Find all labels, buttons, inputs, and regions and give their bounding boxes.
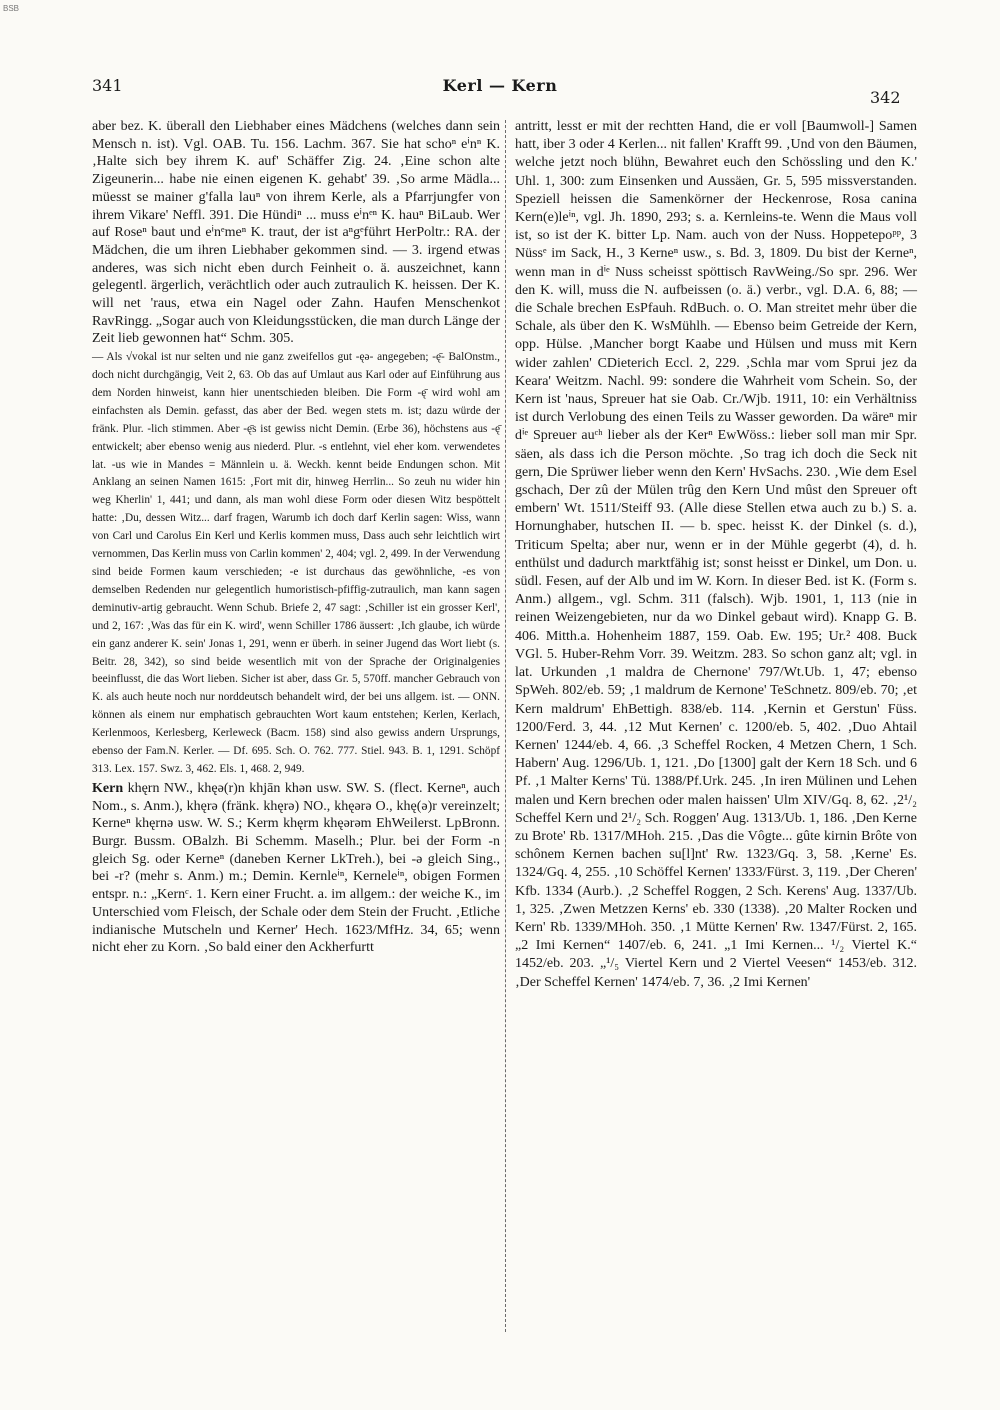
entry-kern <box>92 780 500 957</box>
left-column <box>92 118 500 957</box>
running-head: Kerl — Kern <box>442 76 558 95</box>
page-number-left: 341 <box>92 76 123 95</box>
definition-paragraph: aber bez. K. überall den Liebhaber eines Mädchens (welches dann sein Mensch n. ist). Vgl. OAB. Tu. 156. Lachm. 367. Sie hat schoⁿ eⁱnⁿ K. ‚Halte sich bey ihrem K. auf' Schäffer Zig. 24. ‚Eine schon alte Zigeunerin... habe nie einen eigenen K. gehabt' 39. ‚So arme Mädla... müesst se mainer g'falla lauⁿ von ihrem Kerle, als a Pfarrjungfer von ihrem Vikare' Neffl. 391. Die Hündiⁿ ... muss eⁱnᵉⁿ K. hauⁿ BiLaub. Wer auf Roseⁿ baut und eⁱnᵉmeⁿ K. traut, der ist aⁿgᵉführt HerPoltr.: RA. der Mädchen, die um ihren Liebhaber gekommen sind. — 3. irgend etwas anderes, was sich nicht eben durch Feinheit o. ä. auszeichnet, kann gelegentl. ärgerlich, verächtlich oder auch zutraulich K. heissen. Der K. will net 'raus, etwa ein Nagel oder Zahn. Haufen Menschenkot RavRingg. „Sogar auch von Kleidungsstücken, die man durch Länge der Zeit lieb gewonnen hat“ Schm. 305. <box>92 119 500 347</box>
etymology-note: — Als √vokal ist nur selten und nie ganz zweifellos gut -ęə- angegeben; -ę̄- BalOnstm., doch nicht durchgängig, Veit 2, 63. Ob das auf Umlaut aus Karl oder auf Einführung aus dem Norden hinweist, kann hier unentschieden bleiben. Die Form -ę̄ wird wohl am einfachsten als Demin. gefasst, das aber der Bed. wegen stets m. ist; dazu würde der fränk. Plur. -lich stimmen. Aber -ę̄s ist gewiss nicht Demin. (Erbe 36), höchstens aus -ę̄ entwickelt; aber ebenso wenig aus niederd. Plur. -s entlehnt, viel eher kom. verwendetes lat. -us wie in Mandes = Männlein u. ä. Weckh. kennt beide Endungen schon. Mit Anklang an seinen Namen 1615: ‚Fort mit dir, hinweg Herrlin... So zeuh nu wider hin weg Kherlin' 1, 441; und dann, als man wohl diese Form oder diesen Witz bespöttelt hatte: ‚Du, dessen Witz... darf fragen, Warumb ich doch darf Kerlin sagen: Wiss, wann von Carl und Carolus Ein Kerl und Kerlis kommen muss, Dass auch sehr leichtlich wirt vernommen, Das Kerlin muss von Carlin kommen' 2, 404; vgl. 2, 499. In der Verwendung sind beide Formen kaum verschieden; -e ist durchaus das gewöhnliche, -es von demselben Redenden nur gelegentlich humoristisch-pfiffig-zutraulich, man kann sagen deminutiv-artig gebraucht. Wenn Schub. Briefe 2, 47 sagt: ‚Schiller ist ein grosser Kerl', und 2, 167: ‚Was das für ein K. wird', wenn Schiller 1786 äussert: ‚Ich glaube, ich würde ein ganz anderer K. sein' Jonas 1, 291, wenn er überh. in seiner Jugend das Wort liebt (s. Beitr. 28, 342), so sind beide wesentlich mit von der Sprache der Originalgenies beeinflusst, die das Wort lieben. Sicher ist aber, dass Gr. 5, 570ff. mancher Gebrauch von K. als auch heute noch nur norddeutsch behandelt wird, der bei uns allgem. ist. — ONN. können als einem nur emphatisch gebrauchten Wort kaum entstehen; Kerlen, Kerlach, Kerlenmoos, Kerlesberg, Kerleweck (Bacm. 158) sind also gewiss andern Ursprungs, ebenso der Fam.N. Kerler. — Df. 695. Sch. O. 762. 777. Stiel. 943. B. 1, 1291. Schöpf 313. Lex. 157. Swz. 3, 462. Els. 1, 468. 2, 949. <box>92 351 500 775</box>
library-mark: BSB <box>3 4 20 13</box>
headword: Kern <box>92 780 124 796</box>
entry-body: khęrn NW., khęə(r)n khjān khən usw. SW. S. (flect. Kerneⁿ, auch Nom., s. Anm.), khęrə (fränk. khęrə) NO., khęərə O., khę(ə)r vereinzelt; Kerneⁿ khęrnə usw. W. S.; Kerm khęrm khęərəm EhWeilerst. LpBronn. Burgr. Bussm. OBalzh. Bi Schemm. Maselh.; Plur. bei der Form -n gleich Sg. oder Kerneⁿ (daneben Kerner LkTreh.), bei -ə gleich Sing., bei -r? (mehr s. Anm.) m.; Demin. Kernleⁱⁿ, Kerneleⁱⁿ, obigen Formen entspr. n.: „Kernᶜ. 1. Kern einer Frucht. a. im allgem.: der weiche K., im Unterschied vom Fleisch, der Schale oder dem Stein der Frucht. ‚Etliche indianische Mutscheln und Kerner' Hech. 1623/MfHz. 34, 65; wenn nicht eher zu Korn. ‚So bald einer den Ackherfurtt <box>92 780 500 956</box>
column-divider <box>505 120 506 1332</box>
continuation-paragraph: antritt, lesst er mit der rechtten Hand, die er voll [Baumwoll-] Samen hatt, iber 3 oder 4 Kerlen... nit fallen' Krafft 99. ‚Und von den Bäumen, welche jetzt noch blühn, Bewahret euch den Schössling und den K.' Uhl. 1, 300: zum Einsenken und Aussäen, Gr. 5, 595 missverstanden. Speziell heissen die Samenkörner der Heckenrose, Rosa canina Kern(e)leⁱⁿ, vgl. Jh. 1890, 293; s. a. Kernleins-te. Wenn die Maus voll ist, so ist der K. bitter Lp. Nam. auch von der Nuss. Hoppetepoᵖᵖ, 3 Nüssᵉ im Sack, H., 3 Kerneⁿ usw., s. Bd. 3, 1809. Du bist der Kerneⁿ, wenn man in dⁱᵉ Nuss scheisst spöttisch RavWeing./So spr. 296. Wer den K. will, muss die N. aufbeissen (o. ä.) verbr., vgl. D.A. 6, 88; — die Schale brechen EsPfauh. RdBuch. o. O. Man streitet mehr über die Schale, als über den K. WsMühlh. — Ebenso beim Getreide der Kern, opp. Hülse. ‚Mancher borgt Kaabe und Hülsen und muss mit Kern wider zahlen' CDieterich Eccl. 2, 229. ‚Schla mar vom Sprui jez da Keara' Weitzm. Nachl. 99: sondere die Wahrheit vom Schein. So, der Kern ist 'naus, Spreuer hat sie Oab. Cr./Wjb. 1911, 10: ein Verhältniss ist durch Verlobung des einen Teils zu Wasser geworden. Da wäreⁿ mir dⁱᵉ Spreuer auᶜʰ lieber als der Kerⁿ EwWöss.: lieber soll man mir Spr. säen, als dass ich die Person möchte. ‚So trag ich doch die Seck nit gern, Die Sprüwer lieber wenn den Kern' HvSachs. 230. ‚Wie dem Esel gschach, Der zû der Mülen trûg den Kern Und mûst den Spreuer oft embern' Wt. 1511/Steiff 93. (Alle diese Stellen etwa auch zu b.) S. a. Hornunghaber, hutschen II. — b. spec. heisst K. der Dinkel (s. d.), Triticum Spelta; aber nur, wenn er in der Mühle gegerbt (4), d. h. enthülst und dadurch marktfähig ist; sonst heisst er Dinkel, um Don. u. südl. Fesen, auf der Alb und im W. Korn. In dieser Bed. ist K. (Form s. Anm.) allgem., vgl. Schm. 311 (falsch). Wjb. 1901, 1, 113 (nie in reinen Weizengebieten, nur da wo Dinkel gebaut wird). Knapp G. B. 406. Mitth.a. Hohenheim 1887, 159. Oab. Ew. 195; Ur.² 408. Buck VGl. 5. Huber-Rehm Vorr. 39. Weitzm. 283. So schon ganz alt; vgl. in lat. Urkunden ‚1 maldra de Chernone' 797/Wt.Ub. 1, 47; ebenso SpWeh. 802/eb. 59; ‚1 maldrum de Kernone' TeSchnetz. 809/eb. 70; ‚et Kern maldrum' EhBettigh. 838/eb. 114. ‚Kernin et Gerstun' Füss. 1200/Ferd. 3, 44. ‚12 Mut Kernen' c. 1200/eb. 5, 402. ‚Duo Ahtail Kernen' 1244/eb. 4, 66. ‚3 Scheffel Rocken, 4 Metzen Chern, 1 Sch. Habern' Aug. 1296/Ub. 1, 121. ‚Do [1300] galt der Kern 18 Sch. und 6 Pf. ‚1 Malter Kerns' Tü. 1388/Pf.Urk. 245. ‚In iren Mülinen und Lehen malen und Kern brechen oder malen haissen' Ulm XIV/Gq. 8, 62. ‚2¹/₂ Scheffel Kern und 2¹/₂ Sch. Roggen' Aug. 1313/Ub. 1, 186. ‚Den Kerne zu Brote' Rb. 1317/MHoh. 215. ‚Das die Vôgte... gûte kirnin Brôte von schônem Kernen bachen su[l]nt' Rw. 1323/Gq. 3, 58. ‚Kerne' Es. 1324/Gq. 4, 255. ‚10 Schöffel Kernen' 1333/Fürst. 3, 119. ‚Der Cheren' Kfb. 1334 (Aurb.). ‚2 Scheffel Roggen, 2 Sch. Kerens' Aug. 1337/Ub. 1, 325. ‚Zwen Metzzen Kerns' eb. 330 (1338). ‚20 Malter Rocken und Kern' Rb. 1339/MHoh. 350. ‚1 Mütte Kernen' Rw. 1347/Fürst. 2, 165. „2 Imi Kernen“ 1407/eb. 6, 241. „1 Imi Kernen... ¹/₂ Viertel K.“ 1452/eb. 203. „¹/₅ Viertel Kern und 2 Viertel Veesen“ 1453/eb. 312. ‚Der Scheffel Kernen' 1474/eb. 7, 36. ‚2 Imi Kernen' <box>515 119 917 990</box>
page-number-right: 342 <box>870 88 901 107</box>
right-column <box>515 118 917 992</box>
